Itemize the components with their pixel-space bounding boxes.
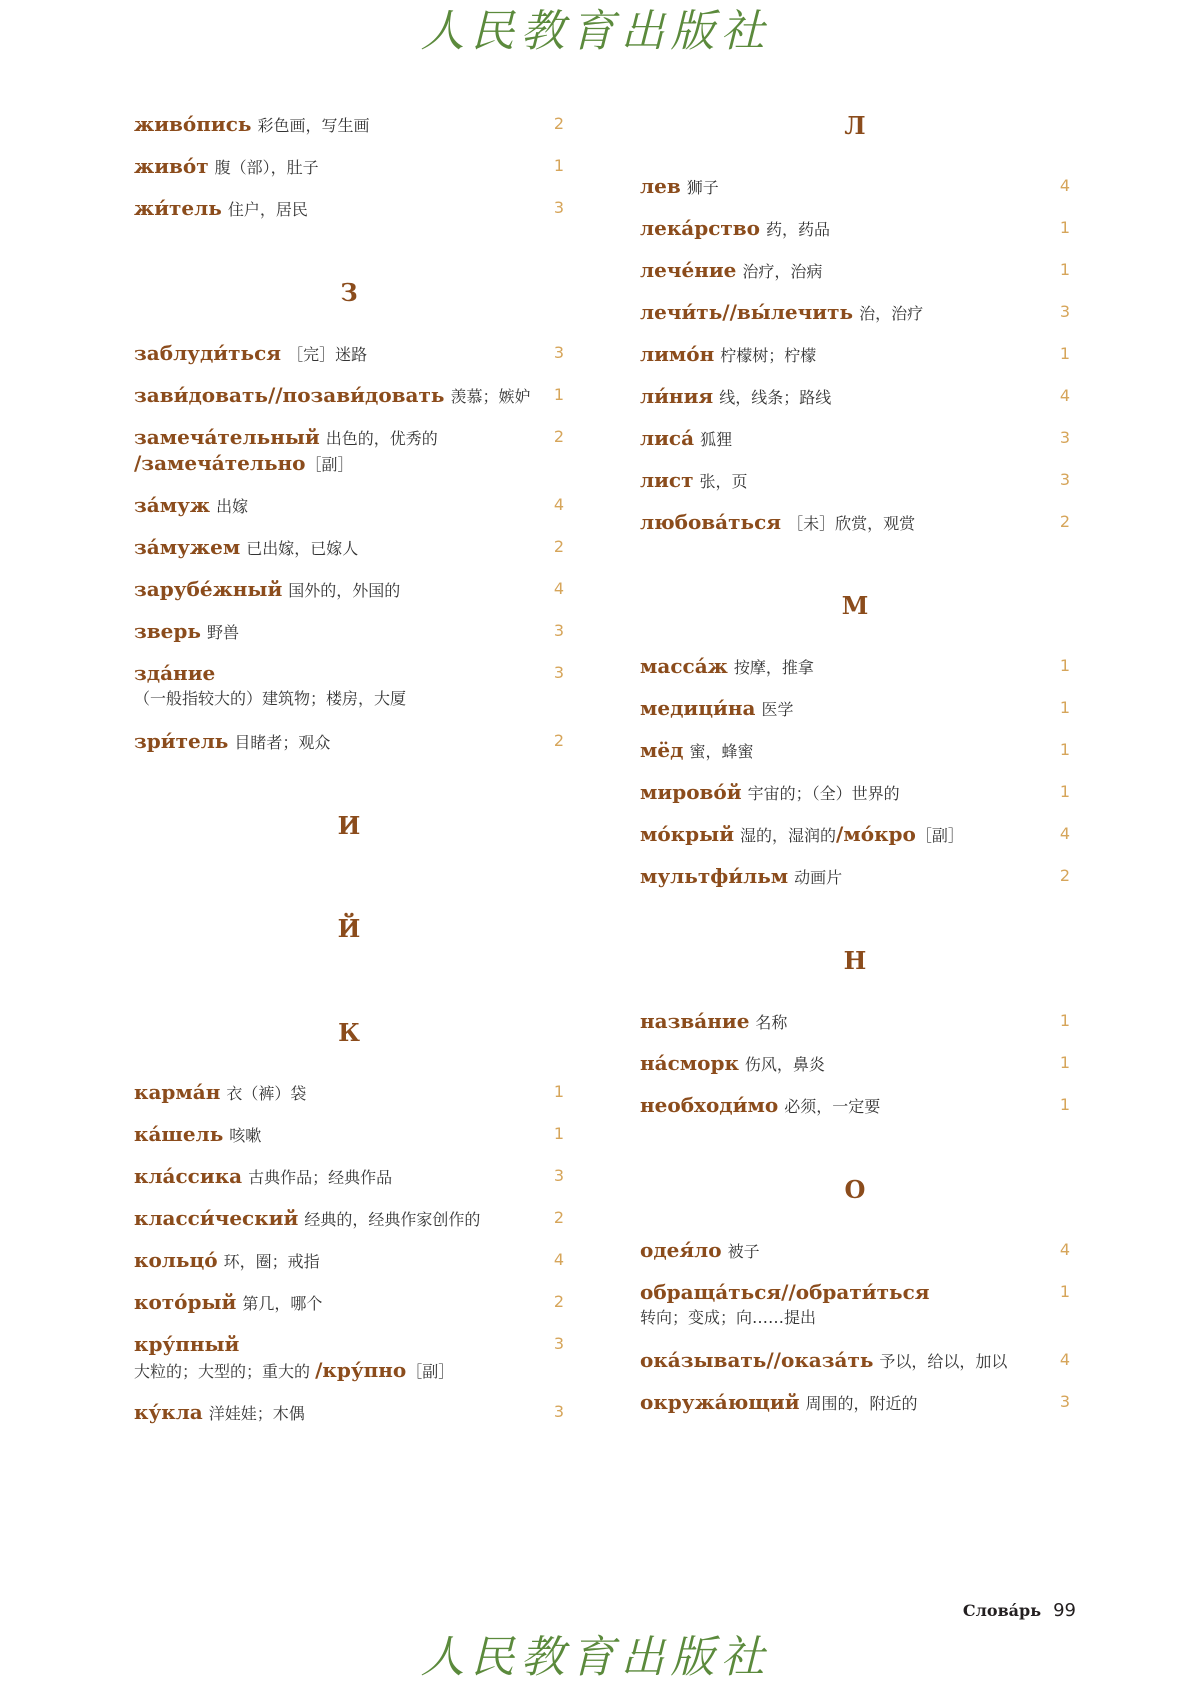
lesson-number: 3	[553, 621, 564, 640]
lesson-number: 3	[553, 198, 564, 217]
lesson-number: 1	[1059, 1053, 1070, 1072]
lesson-number: 1	[1059, 740, 1070, 759]
headword: медици́на	[640, 696, 756, 720]
lesson-number: 3	[1059, 302, 1070, 321]
headword: зарубе́жный	[134, 577, 283, 601]
translation: 治疗，治病	[742, 262, 823, 281]
headword: кла́ссика	[134, 1164, 243, 1188]
lesson-number: 3	[553, 1402, 564, 1421]
headword: масса́ж	[640, 654, 728, 678]
translation: 蜜，蜂蜜	[689, 742, 754, 761]
lesson-number: 3	[553, 663, 564, 682]
entry	[640, 300, 1070, 324]
headword: лимо́н	[640, 342, 715, 366]
translation: 狐狸	[700, 430, 733, 449]
entry	[134, 1400, 564, 1424]
entry	[640, 510, 1070, 534]
translation: （一般指较大的）建筑物；楼房，大厦	[134, 689, 407, 708]
translation: 转向；变成；向……提出	[640, 1308, 817, 1327]
lesson-number: 1	[1059, 344, 1070, 363]
page-number: 99	[1053, 1600, 1076, 1621]
entry	[640, 342, 1070, 366]
headword: жи́тель	[134, 196, 222, 220]
headword: кру́пный	[134, 1332, 240, 1356]
translation: 狮子	[686, 178, 719, 197]
headword: любова́ться	[640, 510, 782, 534]
lesson-number: 3	[1059, 428, 1070, 447]
translation: 腹（部），肚子	[214, 158, 319, 177]
entry	[134, 619, 564, 643]
headword: класси́ческий	[134, 1206, 299, 1230]
translation: 古典作品；经典作品	[248, 1168, 393, 1187]
entry	[640, 174, 1070, 198]
headword: карма́н	[134, 1080, 221, 1104]
entry	[134, 535, 564, 559]
entry	[134, 383, 564, 407]
entry	[640, 426, 1070, 450]
translation: 出色的，优秀的	[325, 429, 438, 448]
entry	[640, 1093, 1070, 1117]
entry	[640, 738, 1070, 762]
translation: 被子	[727, 1242, 760, 1261]
entry-second-line	[134, 685, 564, 713]
lesson-number: 4	[1059, 824, 1070, 843]
lesson-number: 4	[553, 1250, 564, 1269]
section-letter: И	[337, 811, 361, 840]
translation: 柠檬树；柠檬	[720, 346, 817, 365]
headword: лиса́	[640, 426, 695, 450]
lesson-number: 1	[1059, 218, 1070, 237]
lesson-number: 4	[1059, 1240, 1070, 1259]
entry	[640, 780, 1070, 804]
entry	[640, 1009, 1070, 1033]
translation: ［副］	[305, 455, 354, 474]
translation: 第几，哪个	[242, 1294, 323, 1313]
entry	[134, 1332, 564, 1386]
entry	[134, 729, 564, 753]
lesson-number: 1	[1059, 782, 1070, 801]
translation: 必须，一定要	[784, 1097, 881, 1116]
headword: замеча́тельный	[134, 425, 320, 449]
section-letter: К	[338, 1018, 360, 1047]
entry	[134, 196, 564, 220]
entry	[640, 468, 1070, 492]
headword: живо́т	[134, 154, 209, 178]
lesson-number: 1	[1059, 698, 1070, 717]
entry-second-line	[640, 1304, 1070, 1332]
section-letter: Н	[843, 946, 867, 975]
section-letter: Л	[844, 111, 866, 140]
entry	[640, 822, 1070, 846]
lesson-number: 1	[553, 1124, 564, 1143]
headword: мёд	[640, 738, 684, 762]
entry	[640, 384, 1070, 408]
translation: 环，圈；戒指	[223, 1252, 320, 1271]
entry	[640, 1051, 1070, 1075]
lesson-number: 1	[1059, 1011, 1070, 1030]
page-footer	[963, 1600, 1076, 1621]
lesson-number: 2	[553, 427, 564, 446]
entry-second-line	[134, 1356, 564, 1386]
entry	[134, 154, 564, 178]
entry	[134, 1080, 564, 1104]
translation: 住户，居民	[227, 200, 308, 219]
translation: 名称	[755, 1013, 788, 1032]
translation: 经典的，经典作家创作的	[304, 1210, 481, 1229]
translation: 洋娃娃；木偶	[208, 1404, 305, 1423]
lesson-number: 3	[553, 343, 564, 362]
entry	[640, 1238, 1070, 1262]
section-letter: О	[844, 1175, 866, 1204]
lesson-number: 3	[553, 1334, 564, 1353]
adverb-form: /кру́пно	[315, 1358, 407, 1382]
headword: назва́ние	[640, 1009, 750, 1033]
translation: 野兽	[206, 623, 239, 642]
headword: кото́рый	[134, 1290, 237, 1314]
headword: зри́тель	[134, 729, 229, 753]
headword: на́сморк	[640, 1051, 739, 1075]
entry	[134, 1122, 564, 1146]
entry	[640, 1390, 1070, 1414]
headword: мирово́й	[640, 780, 742, 804]
translation: 宇宙的；（全）世界的	[747, 784, 900, 803]
entry	[134, 661, 564, 713]
headword: лечи́ть//вы́лечить	[640, 300, 854, 324]
entry	[640, 654, 1070, 678]
headword: мо́крый	[640, 822, 735, 846]
section-letter: Й	[337, 914, 361, 943]
headword: живо́пись	[134, 112, 252, 136]
translation: 彩色画，写生画	[257, 116, 370, 135]
lesson-number: 4	[1059, 386, 1070, 405]
translation: 线，线条；路线	[719, 388, 832, 407]
headword: мультфи́льм	[640, 864, 789, 888]
entry	[640, 864, 1070, 888]
translation: 周围的，附近的	[805, 1394, 918, 1413]
publisher-logo-bottom: 人民教育出版社	[420, 1632, 771, 1683]
headword: необходи́мо	[640, 1093, 779, 1117]
headword: за́муж	[134, 493, 211, 517]
translation: 目睹者；观众	[234, 733, 331, 752]
entry	[134, 425, 564, 479]
lesson-number: 2	[1059, 512, 1070, 531]
entry	[134, 577, 564, 601]
lesson-number: 2	[1059, 866, 1070, 885]
adverb-form: /мо́кро	[836, 822, 916, 846]
entry	[640, 1280, 1070, 1332]
translation: 已出嫁，已嫁人	[246, 539, 359, 558]
headword: обраща́ться//обрати́ться	[640, 1280, 930, 1304]
translation: 药，药品	[766, 220, 831, 239]
translation: ［副］	[915, 826, 964, 845]
translation: 动画片	[794, 868, 843, 887]
translation: 按摩，推拿	[733, 658, 814, 677]
headword: лев	[640, 174, 681, 198]
lesson-number: 1	[553, 1082, 564, 1101]
translation: 伤风，鼻炎	[744, 1055, 825, 1074]
translation: 咳嗽	[229, 1126, 262, 1145]
entry	[134, 112, 564, 136]
lesson-number: 1	[1059, 656, 1070, 675]
entry	[640, 216, 1070, 240]
lesson-number: 4	[1059, 176, 1070, 195]
headword: лист	[640, 468, 694, 492]
headword: лека́рство	[640, 216, 761, 240]
entry	[640, 696, 1070, 720]
headword: лече́ние	[640, 258, 737, 282]
headword: одея́ло	[640, 1238, 722, 1262]
lesson-number: 3	[1059, 1392, 1070, 1411]
lesson-number: 1	[1059, 1282, 1070, 1301]
entry	[134, 493, 564, 517]
section-letter: З	[340, 278, 358, 307]
lesson-number: 3	[553, 1166, 564, 1185]
section-letter: М	[841, 591, 869, 620]
adverb-form: /замеча́тельно	[134, 451, 306, 475]
headword: ли́ния	[640, 384, 714, 408]
headword: ока́зывать//оказа́ть	[640, 1348, 874, 1372]
translation: 医学	[761, 700, 794, 719]
translation: 予以，给以，加以	[879, 1352, 1008, 1371]
lesson-number: 1	[1059, 260, 1070, 279]
lesson-number: 1	[553, 385, 564, 404]
headword: заблуди́ться	[134, 341, 282, 365]
lesson-number: 2	[553, 1292, 564, 1311]
lesson-number: 2	[553, 731, 564, 750]
entry	[134, 341, 564, 365]
translation: 国外的，外国的	[288, 581, 401, 600]
translation: ［完］迷路	[287, 345, 368, 364]
lesson-number: 1	[553, 156, 564, 175]
translation: 衣（裤）袋	[226, 1084, 307, 1103]
headword: зави́довать//позави́довать	[134, 383, 445, 407]
translation: 湿的，湿润的	[740, 826, 837, 845]
headword: за́мужем	[134, 535, 241, 559]
translation: 羡慕；嫉妒	[450, 387, 531, 406]
translation: 张，页	[699, 472, 748, 491]
headword: кольцо́	[134, 1248, 218, 1272]
translation: ［副］	[406, 1362, 455, 1381]
headword: ка́шель	[134, 1122, 224, 1146]
translation: ［未］欣赏，观赏	[787, 514, 916, 533]
entry	[134, 1248, 564, 1272]
entry	[640, 1348, 1070, 1372]
publisher-logo-top: 人民教育出版社	[420, 6, 771, 57]
entry	[134, 1206, 564, 1230]
headword: зда́ние	[134, 661, 216, 685]
entry	[134, 1290, 564, 1314]
lesson-number: 4	[553, 495, 564, 514]
lesson-number: 4	[553, 579, 564, 598]
headword: ку́кла	[134, 1400, 203, 1424]
lesson-number: 1	[1059, 1095, 1070, 1114]
translation: 出嫁	[216, 497, 249, 516]
headword: зверь	[134, 619, 201, 643]
entry	[640, 258, 1070, 282]
lesson-number: 2	[553, 114, 564, 133]
translation: 大粒的；大型的；重大的	[134, 1362, 311, 1381]
section-name: Слова́рь	[962, 1601, 1042, 1620]
lesson-number: 2	[553, 1208, 564, 1227]
entry-second-line	[134, 449, 564, 479]
lesson-number: 2	[553, 537, 564, 556]
headword: окружа́ющий	[640, 1390, 800, 1414]
lesson-number: 3	[1059, 470, 1070, 489]
lesson-number: 4	[1059, 1350, 1070, 1369]
translation: 治，治疗	[859, 304, 924, 323]
entry	[134, 1164, 564, 1188]
